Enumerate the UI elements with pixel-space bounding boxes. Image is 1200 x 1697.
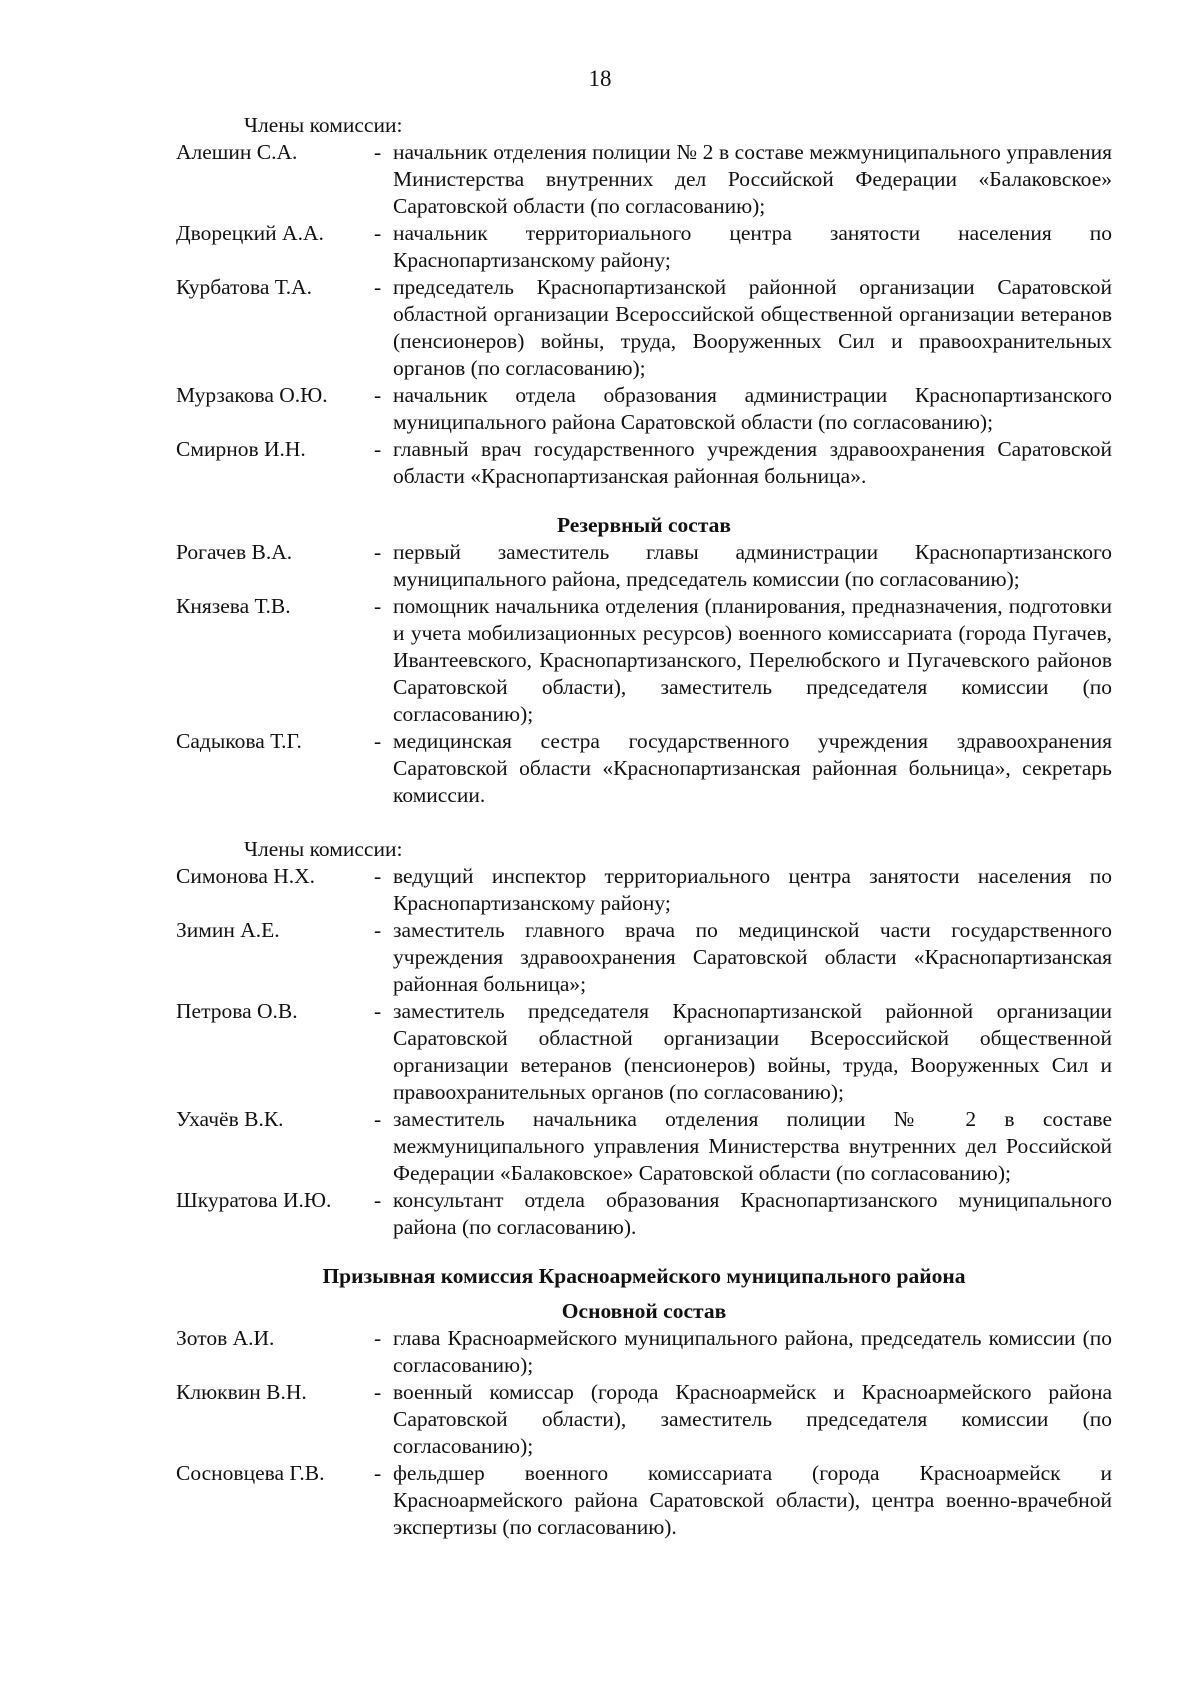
- member-name: Садыкова Т.Г.: [176, 729, 302, 753]
- member-name: Рогачев В.А.: [176, 540, 293, 564]
- member-description: - консультант отдела образования Краснопартизанского муниципального района (по согласованию).: [374, 1188, 1112, 1239]
- member-description: - фельдшер военного комиссариата (города Красноармейск и Красноармейского района Саратовской области), центра военно-врачебной экспертизы (по согласованию).: [374, 1461, 1112, 1539]
- member-name: Симонова Н.Х.: [176, 864, 316, 888]
- member-name: Дворецкий А.А.: [176, 221, 324, 245]
- reserve-heading: Резервный состав: [556, 513, 732, 537]
- member-entry: [176, 382, 1112, 436]
- dash-mark: -: [374, 383, 382, 407]
- member-description: - глава Красноармейского муниципального района, председатель комиссии (по согласованию);: [374, 1326, 1112, 1377]
- reserve-entry: [176, 593, 1112, 728]
- member-description: - ведущий инспектор территориального центра занятости населения по Краснопартизанскому району;: [374, 864, 1112, 915]
- member-entry: [176, 1325, 1112, 1379]
- member-name: Ухачёв В.К.: [176, 1107, 284, 1131]
- member-description: - начальник территориального центра занятости населения по Краснопартизанскому району;: [374, 221, 1112, 272]
- member-entry: [176, 274, 1112, 382]
- member-description: - заместитель главного врача по медицинской части государственного учреждения здравоохранения Саратовской области «Краснопартизанская районная больница»;: [374, 918, 1112, 996]
- member-entry: [176, 1187, 1112, 1241]
- member-description: - медицинская сестра государственного учреждения здравоохранения Саратовской области «Краснопартизанская районная больница», секретарь комиссии.: [374, 729, 1112, 807]
- dash-mark: -: [374, 275, 382, 299]
- dash-mark: -: [374, 1326, 382, 1350]
- member-description: - военный комиссар (города Красноармейск и Красноармейского района Саратовской области), заместитель председателя комиссии (по согласованию);: [374, 1380, 1112, 1458]
- dash-mark: -: [374, 999, 382, 1023]
- member-entry: [176, 220, 1112, 274]
- member-name: Клюквин В.Н.: [176, 1380, 307, 1404]
- members-label: Члены комиссии:: [244, 113, 403, 137]
- dash-mark: -: [374, 918, 382, 942]
- commission-title: Призывная комиссия Красноармейского муниципального района: [322, 1264, 966, 1288]
- member-name: Зотов А.И.: [176, 1326, 275, 1350]
- member-entry: [176, 1106, 1112, 1187]
- member-name: Князева Т.В.: [176, 594, 291, 618]
- member-name: Петрова О.В.: [176, 999, 298, 1023]
- page-number: 18: [588, 66, 612, 91]
- member-description: - главный врач государственного учреждения здравоохранения Саратовской области «Краснопартизанская районная больница».: [374, 437, 1112, 488]
- dash-mark: -: [374, 140, 382, 164]
- document-body: [176, 112, 1112, 1541]
- dash-mark: -: [374, 540, 382, 564]
- dash-mark: -: [374, 1461, 382, 1485]
- dash-mark: -: [374, 594, 382, 618]
- reserve-entry: [176, 539, 1112, 593]
- dash-mark: -: [374, 1188, 382, 1212]
- member-entry: [176, 436, 1112, 490]
- member-description: - помощник начальника отделения (планирования, предназначения, подготовки и учета мобилизационных ресурсов) военного комиссариата (города Пугачев, Ивантеевского, Краснопартизанского, Перелюбского и Пугачевского районов Саратовской области), заместитель председателя комиссии (по согласованию);: [374, 594, 1112, 726]
- members-label: Члены комиссии:: [244, 837, 403, 861]
- member-name: Зимин А.Е.: [176, 918, 280, 942]
- member-entry: [176, 139, 1112, 220]
- member-name: Сосновцева Г.В.: [176, 1461, 325, 1485]
- member-name: Смирнов И.Н.: [176, 437, 306, 461]
- member-name: Мурзакова О.Ю.: [176, 383, 328, 407]
- member-entry: [176, 1379, 1112, 1460]
- member-description: - председатель Краснопартизанской районной организации Саратовской областной организации Всероссийской общественной организации ветеранов (пенсионеров) войны, труда, Вооруженных Сил и правоохранительных органов (по согласованию);: [374, 275, 1112, 380]
- member-entry: [176, 998, 1112, 1106]
- main-composition-heading: Основной состав: [561, 1299, 727, 1323]
- dash-mark: -: [374, 729, 382, 753]
- member-description: - заместитель начальника отделения полиции № 2 в составе межмуниципального управления Министерства внутренних дел Российской Федерации «Балаковское» Саратовской области (по согласованию);: [374, 1107, 1112, 1185]
- member-description: - первый заместитель главы администрации Краснопартизанского муниципального района, председатель комиссии (по согласованию);: [374, 540, 1112, 591]
- member-name: Курбатова Т.А.: [176, 275, 313, 299]
- member-entry: [176, 863, 1112, 917]
- dash-mark: -: [374, 1107, 382, 1131]
- dash-mark: -: [374, 864, 382, 888]
- member-entry: [176, 1460, 1112, 1541]
- dash-mark: -: [374, 221, 382, 245]
- member-description: - заместитель председателя Краснопартизанской районной организации Саратовской областной организации Всероссийской общественной организации ветеранов (пенсионеров) войны, труда, Вооруженных Сил и правоохранительных органов (по согласованию);: [374, 999, 1112, 1104]
- member-name: Алешин С.А.: [176, 140, 298, 164]
- member-description: - начальник отделения полиции № 2 в составе межмуниципального управления Министерства внутренних дел Российской Федерации «Балаковское» Саратовской области (по согласованию);: [374, 140, 1112, 218]
- dash-mark: -: [374, 1380, 382, 1404]
- member-description: - начальник отдела образования администрации Краснопартизанского муниципального района Саратовской области (по согласованию);: [374, 383, 1112, 434]
- reserve-entry: [176, 728, 1112, 809]
- member-entry: [176, 917, 1112, 998]
- dash-mark: -: [374, 437, 382, 461]
- member-name: Шкуратова И.Ю.: [176, 1188, 332, 1212]
